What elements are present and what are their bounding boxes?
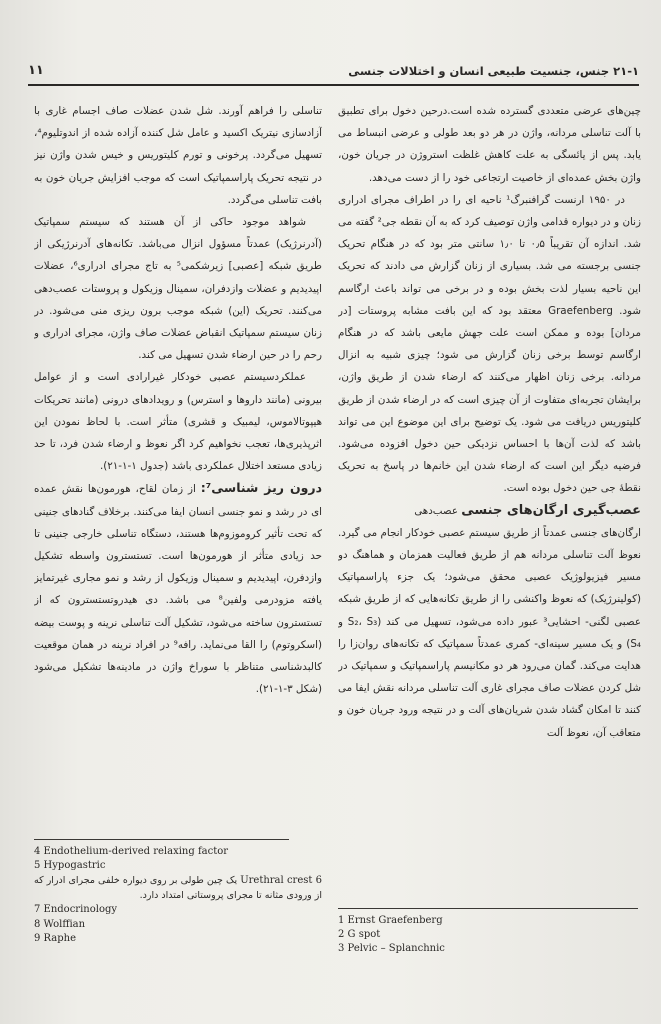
footnote-4: 4 Endothelium-derived relaxing factor [34,846,229,857]
paragraph: شواهد موجود حاکی از آن هستند که سیستم سمپاتیک (آدرنرژیک) عمدتاً مسؤول انزال می‌باشد. تکانه‌های آدرنرژیکی از طریق شبکه [عصبی] زیرشکمی⁵ به تاج مجرای ادراری⁶، عضلات اپیدیدیم و عضلات وازدفران، سمینال وزیکول و پروستات عصب‌دهی می‌کنند. تحریک (این) شبکه موجب برون ریزی منی می‌شود. در زنان سیستم سمپاتیک انقباض عضلات صاف واژن، مجرای ادراری و رحم را در حین ارضاء شدن تسهیل می کند. [34,216,322,362]
paragraph: عملکردسیستم عصبی خودکار غیرارادی است و از عوامل بیرونی (مانند داروها و استرس) و رویدادهای درونی (مانند تحریکات هیپوتالاموس، لیمبیک و قشری) متأثر است. با لحاظ نمودن این اثرپذیری‌ها، تعجب نخواهیم کرد اگر نعوظ و ارضاء شدن فرد، تا حد زیادی مستعد اختلال عملکردی باشد (جدول ۱-۱-۲۱). [34,371,322,473]
footnote-6 [34,873,322,903]
page-number: ۱۱ [28,63,44,78]
subsection-paragraph [34,477,322,700]
chapter-title: ۲۱-۱ جنس، جنسیت طبیعی انسان و اختلالات جنسی [348,64,639,78]
section-heading: عصب‌گیری ارگان‌های جنسی [461,502,641,518]
running-header [28,62,639,84]
footnotes-right [338,914,638,957]
footnote-3: 3 Pelvic – Splanchnic [338,943,445,955]
footnotes-left [34,845,322,946]
heading-tail-text: عصب‌دهی [414,504,458,517]
header-rule [28,84,639,86]
paragraph: در ۱۹۵۰ ارنست گرافنبرگ¹ ناحیه ای را در اطراف مجرای ادراری زنان و در دیواره قدامی واژن توصیف کرد که به آن نقطه جی² گفته می شد. اندازه آن تقریباً ۰٫۵ تا ۱٫۰ سانتی متر بود که در هنگام تحریک جنسی برجسته می شد. بسیاری از زنان گزارش می دادند که تحریک این ناحیه بسیار لذت بخش بوده و در برخی می تواند باعث ارگاسم شود. Graefenberg معتقد بود که این بافت مشابه پروستات [در مردان] بوده و ممکن است علت جهش مایعی باشد که در هنگام ارگاسم توسط برخی زنان گزارش می شود؛ چیزی شبیه به انزال مردانه. برخی زنان اظهار می‌کنند که ارضاء شدن از طریق واژن، برایشان تجربه‌ای متفاوت از آن چیزی است که در ارضاء شدن از طریق کلیتوریس دریافت می شود. یک توضیح برای این موضوع این می تواند باشد که لذت آن‌ها با احساس نزدیکی حین دخول افزوده می‌شود. فرضیه دیگر این است که ارضاء شدن این خانم‌ها در پاسخ به تحریک نقطهٔ جی حین دخول بوده است. [338,193,641,495]
section-heading-line [338,500,641,522]
footnote-rule [34,839,289,840]
paragraph: چین‌های عرضی متعددی گسترده شده است.درحین دخول برای تطبیق با آلت تناسلی مردانه، واژن در هر دو بعد طولی و عرضی انبساط می یابد. پس از یائسگی به علت کاهش غلظت استروژن در جریان خون، واژن بخش عمده‌ای از خاصیت ارتجاعی خود را از دست می‌دهد. [338,105,641,184]
paragraph-text: از زمان لقاح، هورمون‌ها نقش عمده ای در رشد و نمو جنسی انسان ایفا می‌کنند. برخلاف گنادهای جنینی که تحت تأثیر کروموزوم‌ها هستند، دستگاه تناسلی خارجی جنینی تا حد زیادی متأثر از هورمون‌ها است. تستسترون واسطه تشکیل وازدفرن، اپیدیدیم و سمینال وزیکول از رشد و نمو مجاری غیرتمایز یافته مزودرمی ولفین⁸ می باشد. دی هیدروتستسترون که از تستسترون ساخته می‌شود، تشکیل آلت تناسلی نرینه و پوست بیضه (اسکروتوم) را القا می‌نماید. رافه⁹ در افراد نرینه در همان موقعیت کالبدشناسی متناظر با سوراخ واژن در مادینه‌ها تشکیل می‌شود (شکل ۳-۱-۲۱). [34,483,322,696]
paragraph: تناسلی را فراهم آورند. شل شدن عضلات صاف اجسام غاری با آزادسازی نیتریک اکسید و عامل شل کننده آزاده شده از اندوتلیوم⁴، تسهیل می‌گردد. پرخونی و تورم کلیتوریس و خیس شدن واژن نیز در نتیجه تحریک پاراسمپاتیک است که موجب افزایش جریان خون به بافت تناسلی می‌گردد. [34,105,322,206]
footnote-7: 7 Endocrinology [34,904,118,916]
left-text-column [34,100,322,820]
footnote-6-term: Urethral crest 6 [240,875,322,887]
subsection-heading: درون ریز شناسی⁷: [200,480,322,496]
footnote-2: 2 G spot [338,929,381,941]
footnote-8: 8 Wolffian [34,918,86,930]
footnote-1: 1 Ernst Graefenberg [338,915,443,926]
paragraph: ارگان‌های جنسی عمدتاً از طریق سیستم عصبی خودکار انجام می گیرد. نعوظ آلت تناسلی مردانه هم از طریق فعالیت همزمان و هماهنگ دو مسیر فیزیولوژیک عصبی محقق می‌شود؛ یک جزء پاراسمپاتیک (کولینرژیک) که نعوظ واکنشی را از طریق تکانه‌هایی که از طریق شبکه عصبی لگنی- احشایی³ عبور داده می‌شود، تسهیل می کند (S₂، S₃ و S₄) و یک مسیر سینه‌ای- کمری عمدتاً سمپاتیک که تکانه‌های روان‌زا را هدایت می‌کند. گمان می‌رود هر دو مکانیسم پاراسمپاتیک و سمپاتیک در شل کردن عضلات صاف مجرای غاری آلت تناسلی مردانه نقش ایفا می کنند تا امکان گشاد شدن شریان‌های آلت و در نتیجه ورود جریان خون و متعاقب آن، نعوظ آلت [338,526,641,739]
footnote-rule [338,908,638,909]
footnote-6-text: یک چین طولی بر روی دیواره خلفی مجرای ادرار که از ورودی مثانه تا مجرای پروستاتی امتداد دارد. [34,875,322,902]
footnote-9: 9 Raphe [34,932,77,944]
footnote-5: 5 Hypogastric [34,860,106,872]
right-text-column [338,100,641,904]
